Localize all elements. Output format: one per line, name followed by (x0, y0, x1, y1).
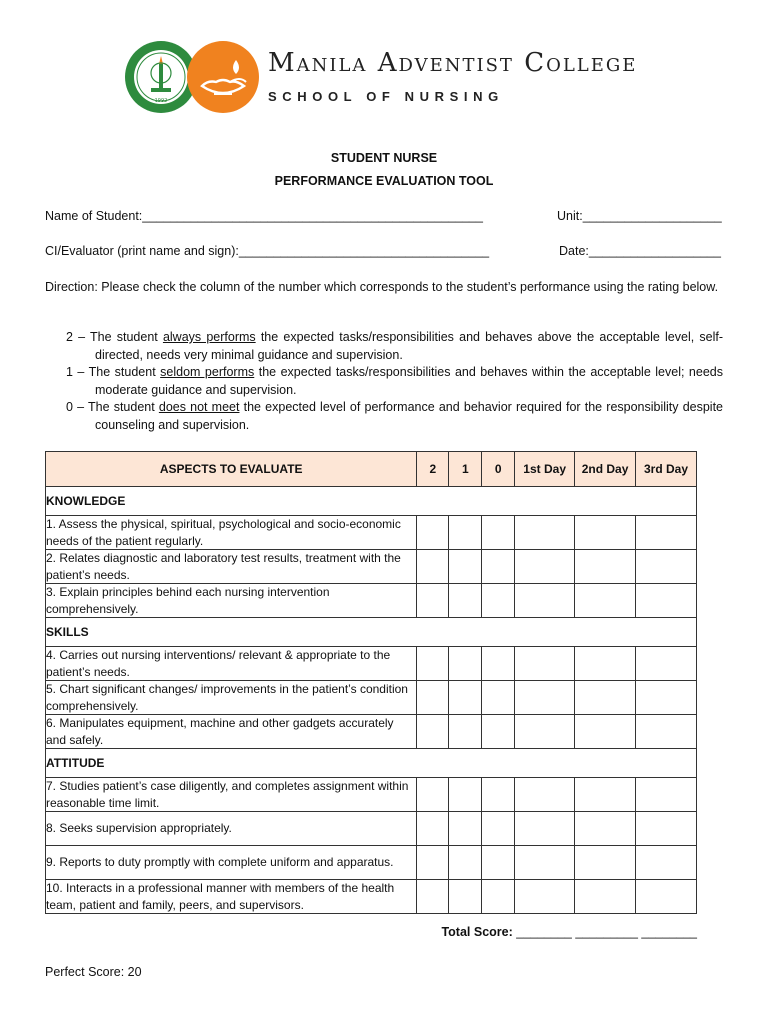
rating-cell-1[interactable] (449, 516, 482, 550)
day1-cell[interactable] (515, 550, 575, 584)
rating-cell-0[interactable] (482, 584, 515, 618)
table-row (46, 681, 697, 715)
rating-cell-2[interactable] (417, 516, 449, 550)
aspect-cell: 2. Relates diagnostic and laboratory test results, treatment with the patient’s needs. (46, 550, 417, 584)
day2-cell[interactable] (575, 715, 636, 749)
table-row (46, 516, 697, 550)
aspect-cell: 8. Seeks supervision appropriately. (46, 812, 417, 846)
rating-item: 0 – The student does not meet the expected level of performance and behavior required for the responsibility despite counseling and supervision. (66, 400, 723, 432)
day2-cell[interactable] (575, 584, 636, 618)
section-label: KNOWLEDGE (46, 487, 697, 516)
section-row-skills (46, 618, 697, 647)
column-header-aspects: ASPECTS TO EVALUATE (46, 452, 417, 487)
rating-cell-1[interactable] (449, 715, 482, 749)
rating-cell-1[interactable] (449, 681, 482, 715)
evaluator-field: CI/Evaluator (print name and sign):____________________________________ (45, 244, 490, 258)
rating-cell-2[interactable] (417, 715, 449, 749)
school-name: SCHOOL OF NURSING (268, 89, 504, 104)
rating-cell-2[interactable] (417, 647, 449, 681)
day3-cell[interactable] (636, 516, 697, 550)
day3-cell[interactable] (636, 880, 697, 914)
day3-cell[interactable] (636, 550, 697, 584)
table-row (46, 584, 697, 618)
aspect-cell: 7. Studies patient’s case diligently, and completes assignment within reasonable time limit. (46, 778, 417, 812)
table-row (46, 846, 697, 880)
rating-item: 2 – The student always performs the expected tasks/responsibilities and behaves above the acceptable level, self-directed, needs very minimal guidance and supervision. (66, 330, 723, 362)
unit-field: Unit:____________________ (557, 209, 722, 223)
day2-cell[interactable] (575, 647, 636, 681)
form-title-line1: STUDENT NURSE (330, 151, 438, 165)
rating-cell-1[interactable] (449, 812, 482, 846)
table-row (46, 778, 697, 812)
rating-cell-2[interactable] (417, 681, 449, 715)
direction-text: Direction: Please check the column of the number which corresponds to the student’s performance using the rating below. (45, 280, 719, 294)
rating-cell-1[interactable] (449, 647, 482, 681)
day2-cell[interactable] (575, 681, 636, 715)
day2-cell[interactable] (575, 778, 636, 812)
column-header-3rd-day: 3rd Day (636, 452, 697, 487)
college-header (124, 40, 644, 116)
day3-cell[interactable] (636, 812, 697, 846)
aspect-cell: 1. Assess the physical, spiritual, psychological and socio-economic needs of the patient regularly. (46, 516, 417, 550)
college-name: Manila Adventist College (268, 48, 638, 78)
day1-cell[interactable] (515, 584, 575, 618)
rating-cell-1[interactable] (449, 778, 482, 812)
day3-cell[interactable] (636, 584, 697, 618)
aspect-cell: 5. Chart significant changes/ improvements in the patient’s condition comprehensively. (46, 681, 417, 715)
rating-cell-1[interactable] (449, 880, 482, 914)
aspect-cell: 3. Explain principles behind each nursing intervention comprehensively. (46, 584, 417, 618)
table-row (46, 715, 697, 749)
rating-cell-0[interactable] (482, 880, 515, 914)
table-row (46, 812, 697, 846)
perfect-score: Perfect Score: 20 (45, 965, 142, 979)
rating-item: 1 – The student seldom performs the expected tasks/responsibilities and behaves within the acceptable level; needs moderate guidance and supervision. (66, 365, 723, 397)
rating-cell-2[interactable] (417, 880, 449, 914)
rating-cell-2[interactable] (417, 778, 449, 812)
day3-cell[interactable] (636, 846, 697, 880)
rating-cell-1[interactable] (449, 584, 482, 618)
day1-cell[interactable] (515, 778, 575, 812)
day1-cell[interactable] (515, 812, 575, 846)
rating-cell-2[interactable] (417, 550, 449, 584)
day2-cell[interactable] (575, 812, 636, 846)
aspect-cell: 4. Carries out nursing interventions/ relevant & appropriate to the patient’s needs. (46, 647, 417, 681)
rating-cell-2[interactable] (417, 846, 449, 880)
day1-cell[interactable] (515, 880, 575, 914)
table-row (46, 647, 697, 681)
section-label: ATTITUDE (46, 749, 697, 778)
rating-cell-2[interactable] (417, 584, 449, 618)
table-row (46, 880, 697, 914)
rating-cell-0[interactable] (482, 846, 515, 880)
day3-cell[interactable] (636, 778, 697, 812)
rating-cell-1[interactable] (449, 846, 482, 880)
aspect-cell: 6. Manipulates equipment, machine and other gadgets accurately and safely. (46, 715, 417, 749)
day1-cell[interactable] (515, 681, 575, 715)
table-header-row (46, 452, 697, 487)
day1-cell[interactable] (515, 715, 575, 749)
rating-cell-0[interactable] (482, 681, 515, 715)
day3-cell[interactable] (636, 647, 697, 681)
day1-cell[interactable] (515, 647, 575, 681)
rating-cell-0[interactable] (482, 516, 515, 550)
section-row-knowledge (46, 487, 697, 516)
aspect-cell: 9. Reports to duty promptly with complete uniform and apparatus. (46, 846, 417, 880)
column-header-2nd-day: 2nd Day (575, 452, 636, 487)
table-row (46, 550, 697, 584)
section-label: SKILLS (46, 618, 697, 647)
column-header-2: 2 (417, 452, 449, 487)
total-score-label: Total Score: (441, 925, 513, 939)
column-header-0: 0 (482, 452, 515, 487)
rating-cell-0[interactable] (482, 550, 515, 584)
rating-cell-0[interactable] (482, 715, 515, 749)
date-field: Date:___________________ (559, 244, 721, 258)
seal-year: 1992 (154, 98, 168, 104)
rating-cell-0[interactable] (482, 812, 515, 846)
rating-cell-0[interactable] (482, 778, 515, 812)
day1-cell[interactable] (515, 516, 575, 550)
day1-cell[interactable] (515, 846, 575, 880)
nursing-lamp-icon (186, 40, 260, 114)
form-title-line2: PERFORMANCE EVALUATION TOOL (274, 174, 494, 188)
rating-cell-0[interactable] (482, 647, 515, 681)
day3-cell[interactable] (636, 715, 697, 749)
column-header-1: 1 (449, 452, 482, 487)
rating-cell-2[interactable] (417, 812, 449, 846)
student-name-field: Name of Student:_________________________________________________ (45, 209, 483, 223)
total-score-blanks[interactable]: ________ _________ ________ (512, 925, 697, 939)
day2-cell[interactable] (575, 846, 636, 880)
column-header-1st-day: 1st Day (515, 452, 575, 487)
aspect-cell: 10. Interacts in a professional manner with members of the health team, patient and family, peers, and supervisors. (46, 880, 417, 914)
evaluation-table (45, 451, 697, 914)
day2-cell[interactable] (575, 880, 636, 914)
rating-cell-1[interactable] (449, 550, 482, 584)
day2-cell[interactable] (575, 516, 636, 550)
section-row-attitude (46, 749, 697, 778)
day2-cell[interactable] (575, 550, 636, 584)
total-score (441, 925, 697, 939)
day3-cell[interactable] (636, 681, 697, 715)
rating-scale (66, 329, 723, 434)
